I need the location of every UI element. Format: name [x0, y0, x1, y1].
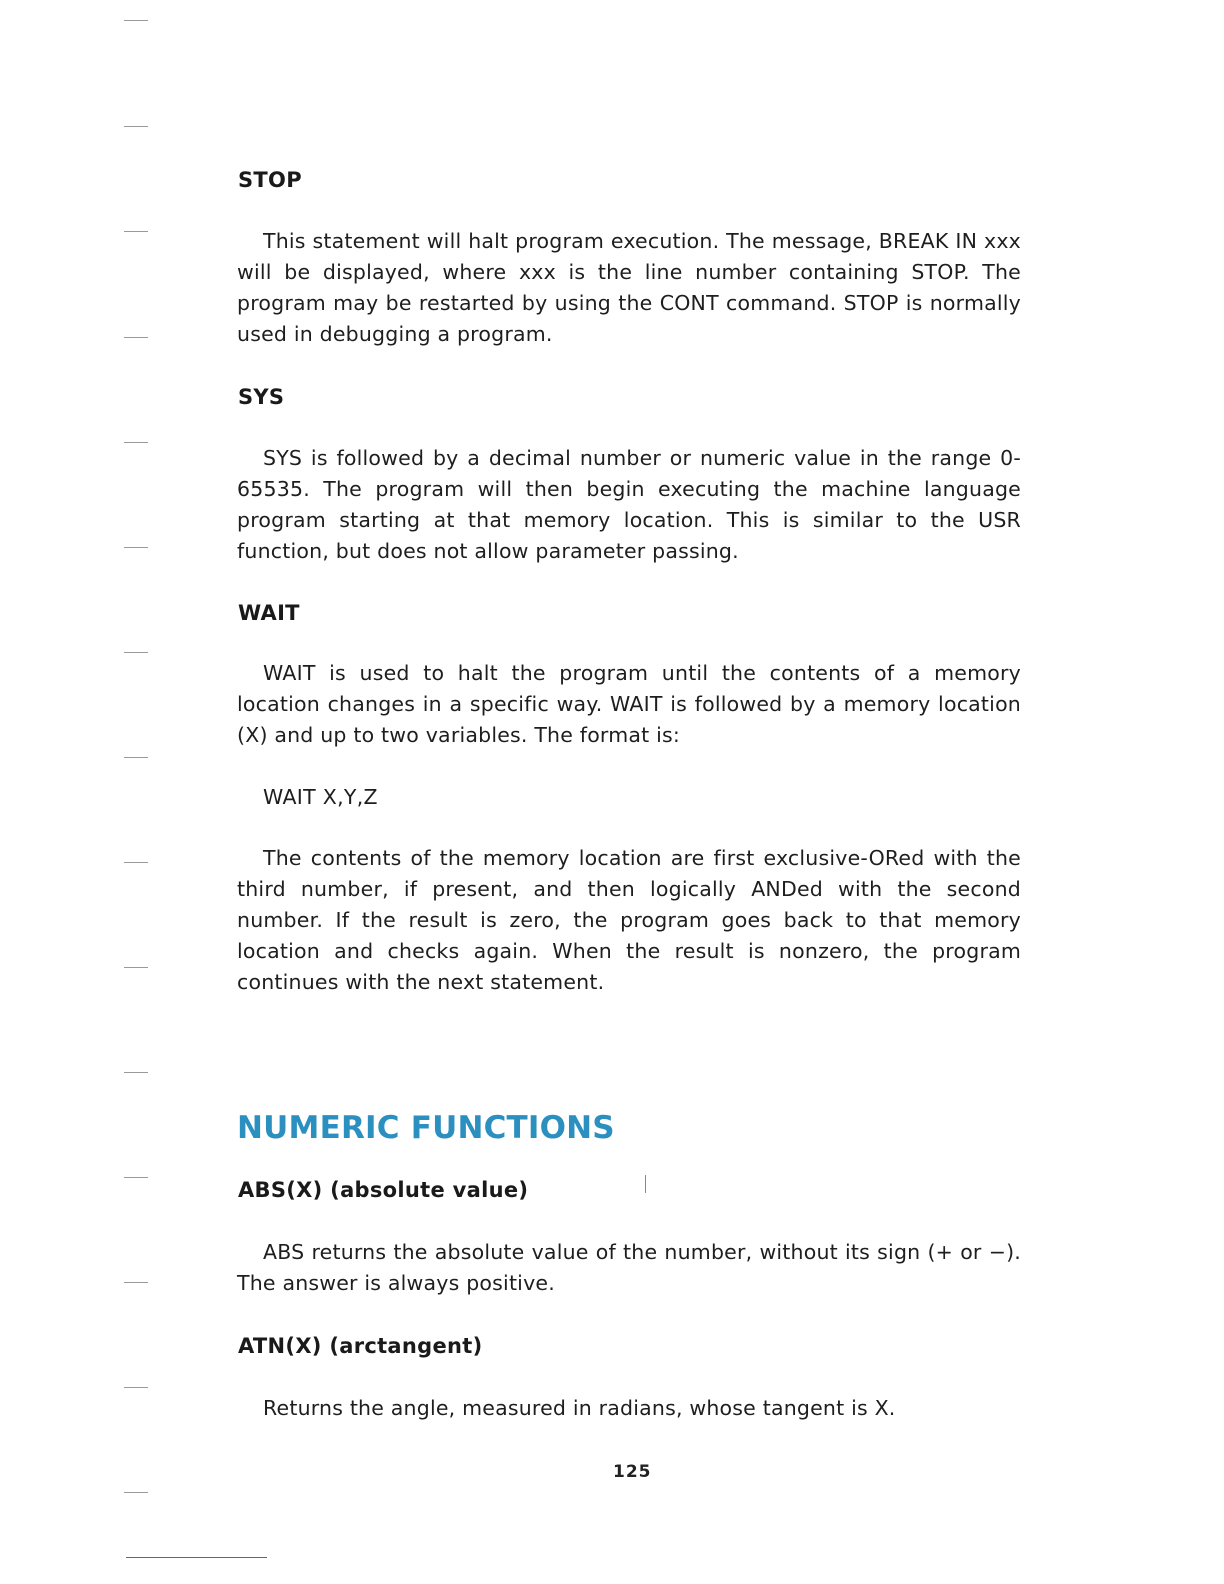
atn-heading: ATN(X) (arctangent): [238, 1334, 483, 1358]
wait-description: WAIT is used to halt the program until the contents of a memory location changes in a specific way. WAIT is followed by a memory location (X) and up to two variables. The format is:: [237, 661, 1021, 747]
wait-explanation: The contents of the memory location are first exclusive-ORed with the third number, if present, and then logically ANDed with the second number. If the result is zero, the program goes back to that memory location and checks again. When the result is nonzero, the program continues with the next statement.: [237, 846, 1021, 994]
margin-tick: [124, 547, 148, 548]
abs-description: ABS returns the absolute value of the number, without its sign (+ or −). The answer is always positive.: [237, 1240, 1021, 1295]
sys-heading: SYS: [238, 385, 285, 409]
margin-tick: [124, 20, 148, 21]
margin-tick: [124, 126, 148, 127]
stop-description: This statement will halt program execution. The message, BREAK IN xxx will be displayed, where xxx is the line number containing STOP. The program may be restarted by using the CONT command. STOP is normally used in debugging a program.: [237, 229, 1021, 346]
abs-heading: ABS(X) (absolute value): [238, 1178, 529, 1202]
margin-tick: [124, 967, 148, 968]
margin-tick: [124, 862, 148, 863]
margin-tick: [124, 1282, 148, 1283]
margin-tick: [124, 231, 148, 232]
numeric-functions-title: NUMERIC FUNCTIONS: [237, 1110, 615, 1146]
stop-heading: STOP: [238, 168, 302, 192]
margin-tick-marks: [124, 0, 154, 1584]
atn-description: Returns the angle, measured in radians, whose tangent is X.: [263, 1396, 896, 1420]
text-cursor-mark: [645, 1175, 646, 1193]
sys-description: SYS is followed by a decimal number or numeric value in the range 0-65535. The program will then begin executing the machine language program starting at that memory location. This is similar to the USR function, but does not allow parameter passing.: [237, 446, 1021, 563]
margin-tick: [124, 1072, 148, 1073]
margin-tick: [124, 1387, 148, 1388]
page-number: 125: [613, 1462, 652, 1482]
margin-tick: [124, 757, 148, 758]
wait-format: WAIT X,Y,Z: [263, 785, 378, 809]
margin-tick: [124, 442, 148, 443]
margin-tick: [124, 337, 148, 338]
margin-tick: [124, 652, 148, 653]
margin-tick: [124, 1492, 148, 1493]
footer-rule: [126, 1557, 267, 1558]
wait-heading: WAIT: [238, 601, 300, 625]
margin-tick: [124, 1177, 148, 1178]
